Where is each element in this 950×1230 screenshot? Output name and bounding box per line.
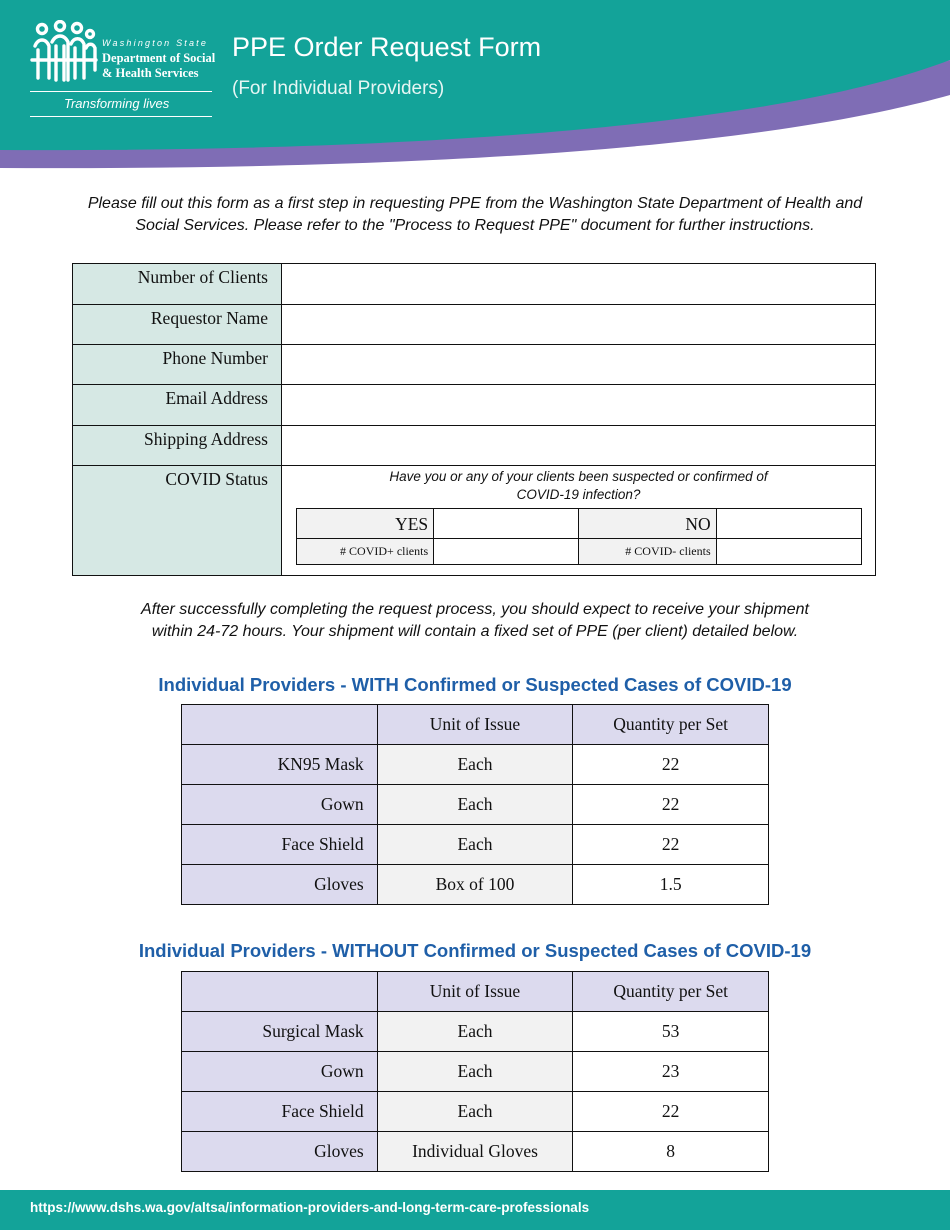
table-header-row <box>182 972 769 1012</box>
field-label: Shipping Address <box>73 426 282 466</box>
covid-negative-clients-field[interactable] <box>716 539 861 565</box>
column-header-unit: Unit of Issue <box>377 972 573 1012</box>
table-row <box>182 1092 769 1132</box>
shipping-address-field[interactable] <box>282 426 876 466</box>
intro-line: Social Services. Please refer to the "Process to Request PPE" document for further instructions. <box>135 217 815 234</box>
logo-divider <box>30 91 212 92</box>
phone-number-field[interactable] <box>282 345 876 385</box>
quantity-cell: 22 <box>573 745 769 785</box>
item-cell: Gloves <box>182 1132 378 1172</box>
field-label: COVID Status <box>73 466 282 576</box>
covid-negative-clients-label: # COVID- clients <box>579 539 716 565</box>
table-row <box>182 745 769 785</box>
column-header-quantity: Quantity per Set <box>573 972 769 1012</box>
form-row-requestor-name <box>73 305 876 345</box>
no-label: NO <box>579 509 716 539</box>
table-row <box>182 865 769 905</box>
unit-cell: Individual Gloves <box>377 1132 573 1172</box>
number-of-clients-field[interactable] <box>282 264 876 305</box>
shipment-info-line: After successfully completing the request process, you should expect to receive your shipment <box>141 601 809 618</box>
form-row-covid-status <box>73 466 876 576</box>
table-row <box>182 825 769 865</box>
people-logo-icon <box>30 20 98 86</box>
page-footer <box>0 1190 950 1230</box>
column-header <box>182 705 378 745</box>
logo-department-text <box>102 51 215 81</box>
intro-line: Please fill out this form as a first step in requesting PPE from the Washington State Department of Health and <box>87 195 863 212</box>
intro-text <box>50 193 900 237</box>
covid-positive-clients-field[interactable] <box>434 539 579 565</box>
table-row <box>182 1132 769 1172</box>
column-header-quantity: Quantity per Set <box>573 705 769 745</box>
ppe-table-without-covid <box>181 971 769 1172</box>
logo-state-text: Washington State <box>102 38 209 48</box>
logo-divider <box>30 116 212 117</box>
logo-dept-line1: Department of Social <box>102 51 216 65</box>
unit-cell: Box of 100 <box>377 865 573 905</box>
form-row-email-address <box>73 385 876 426</box>
requestor-name-field[interactable] <box>282 305 876 345</box>
email-address-field[interactable] <box>282 385 876 426</box>
unit-cell: Each <box>377 745 573 785</box>
quantity-cell: 22 <box>573 1092 769 1132</box>
logo-tagline: Transforming lives <box>64 96 170 111</box>
quantity-cell: 8 <box>573 1132 769 1172</box>
logo-dept-line2: & Health Services <box>102 66 199 80</box>
unit-cell: Each <box>377 825 573 865</box>
quantity-cell: 1.5 <box>573 865 769 905</box>
yes-label: YES <box>297 509 434 539</box>
covid-status-cell <box>282 466 876 576</box>
form-row-shipping-address <box>73 426 876 466</box>
field-label: Phone Number <box>73 345 282 385</box>
field-label: Number of Clients <box>73 264 282 305</box>
unit-cell: Each <box>377 785 573 825</box>
quantity-cell: 22 <box>573 785 769 825</box>
no-field[interactable] <box>716 509 861 539</box>
section-title-with-covid: Individual Providers - WITH Confirmed or Suspected Cases of COVID-19 <box>158 674 792 695</box>
page-subtitle: (For Individual Providers) <box>232 78 445 99</box>
covid-question-line: COVID-19 infection? <box>516 487 641 502</box>
section-title-without-covid: Individual Providers - WITHOUT Confirmed or Suspected Cases of COVID-19 <box>138 940 812 961</box>
quantity-cell: 22 <box>573 825 769 865</box>
shipment-info-text <box>50 599 900 643</box>
item-cell: Face Shield <box>182 825 378 865</box>
page-header <box>0 0 950 175</box>
dshs-logo <box>30 16 215 120</box>
table-row <box>182 785 769 825</box>
ppe-table-with-covid <box>181 704 769 905</box>
unit-cell: Each <box>377 1052 573 1092</box>
item-cell: Gloves <box>182 865 378 905</box>
item-cell: Gown <box>182 1052 378 1092</box>
item-cell: KN95 Mask <box>182 745 378 785</box>
quantity-cell: 53 <box>573 1012 769 1052</box>
table-row <box>182 1052 769 1092</box>
unit-cell: Each <box>377 1092 573 1132</box>
field-label: Email Address <box>73 385 282 426</box>
covid-yes-no-table <box>296 508 862 565</box>
unit-cell: Each <box>377 1012 573 1052</box>
footer-url-link[interactable]: https://www.dshs.wa.gov/altsa/information-providers-and-long-term-care-professionals <box>30 1200 590 1215</box>
column-header <box>182 972 378 1012</box>
shipment-info-line: within 24-72 hours. Your shipment will contain a fixed set of PPE (per client) detailed below. <box>151 623 799 640</box>
page-title: PPE Order Request Form <box>232 32 542 62</box>
field-label: Requestor Name <box>73 305 282 345</box>
covid-question-line: Have you or any of your clients been suspected or confirmed of <box>389 469 768 484</box>
form-row-phone-number <box>73 345 876 385</box>
table-header-row <box>182 705 769 745</box>
column-header-unit: Unit of Issue <box>377 705 573 745</box>
quantity-cell: 23 <box>573 1052 769 1092</box>
covid-positive-clients-label: # COVID+ clients <box>297 539 434 565</box>
covid-question <box>342 468 815 504</box>
table-row <box>182 1012 769 1052</box>
request-form-table <box>72 263 876 576</box>
item-cell: Face Shield <box>182 1092 378 1132</box>
item-cell: Surgical Mask <box>182 1012 378 1052</box>
item-cell: Gown <box>182 785 378 825</box>
form-row-number-of-clients <box>73 264 876 305</box>
yes-field[interactable] <box>434 509 579 539</box>
